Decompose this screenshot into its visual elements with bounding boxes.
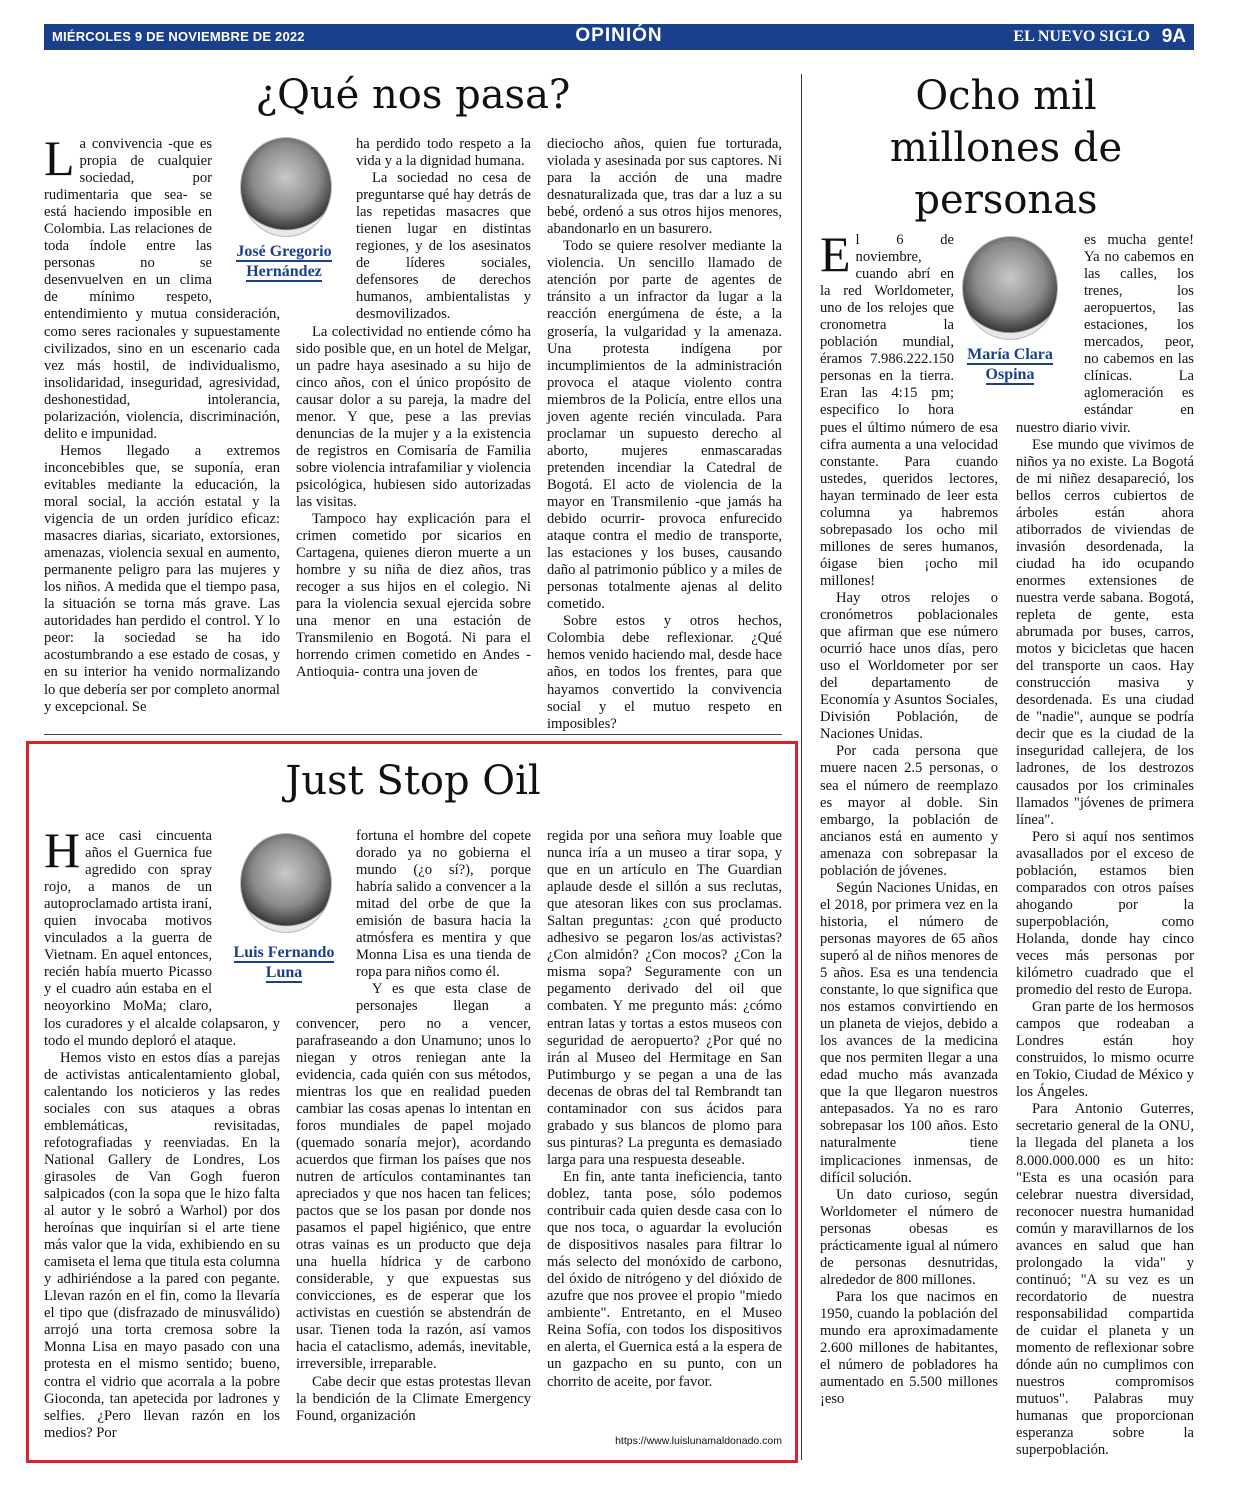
section-name: OPINIÓN: [575, 25, 663, 46]
article1-title: ¿Qué nos pasa?: [255, 72, 571, 118]
page-number: 9A: [1161, 26, 1186, 47]
issue-date: MIÉRCOLES 9 DE NOVIEMBRE DE 2022: [52, 29, 305, 44]
drop-cap: E: [820, 226, 851, 282]
article2-column-1: Hace casi cincuenta años el Guernica fue agredido con spray rojo, a manos de un autoproclamado artista iraní, quien invocaba motivos vinculados a la guerra de Vietnam. En aquel entonces, recién había muerto Picasso y el cuadro aún estaba en el neoyorkino MoMa; claro, los curadores y el alcalde colapsaron, y todo el mundo deploró el ataque. Hemos visto en estos días a parejas de activistas anticalentamiento global, calentando los noticieros y las redes sociales con sus ataques a obras emblemáticas, revisitadas, refotografiadas y reenviadas. En la National Gallery de Londres, Los girasoles de Van Gogh fueron salpicados (con la sopa que le hizo falta al autor y le sobró a Warhol) por dos heroínas que inquirían si el arte tiene más valor que la vida, exhibiendo en su camiseta el lema que titula esta columna y adhiriéndose a la pared con pegante. Llevan razón en el fin, como la llevaría el tipo que (disfrazado de minusválido) arrojó una torta cremosa sobre la Monna Lisa en mayo pasado con una protesta en el mismo sentido; bueno, contra el vidrio que acorrala a la pobre Gioconda, tan apetecida por ladrones y selfies. ¿Pero llevan razón en los medios? Por: [44, 822, 280, 1441]
article1-column-3: dieciocho años, quien fue torturada, violada y asesinada por sus captores. Ni para la acción de una madre desnaturalizada que, tras dar a luz a su bebé, ordenó a sus otros hijos menores, abandonarlo en un basurero. Todo se quiere resolver mediante la violencia. Un sencillo llamado de atención por parte de agentes de tránsito a un infractor da lugar a la reacción energúmena de éste, a la grosería, la vulgaridad y la amenaza. Una protesta indígena por incumplimientos de la administración provoca el ataque violento contra miembros de la Policía, entre ellos una joven agente recién vinculada. Para proclamar un supuesto derecho al aborto, mujeres enmascaradas pretenden incendiar la Catedral de Bogotá. El acto de violencia de la mayor en Transmilenio -que jamás ha debido ocurrir- provoca enfurecido ataque contra el medio de transporte, las estaciones y los buses, causando daño al patrimonio público y a miles de personas totalmente ajenas al delito cometido. Sobre estos y otros hechos, Colombia debe reflexionar. ¿Qué hemos venido haciendo mal, desde hace años, en todos los frentes, para que hayamos convertido la convivencia social y el mutuo respeto en imposibles?: [547, 136, 782, 732]
article3-author: María Clara Ospina: [967, 346, 1053, 383]
drop-cap: L: [44, 130, 75, 186]
article2-column-2: fortuna el hombre del copete dorado ya no gobierna el mundo (¿o sí?), porque habría salido a convencer a la mitad del orbe de que la emisión de basura hacia la atmósfera es mentira y que Monna Lisa es una tienda de ropa para niños como él. Y es que esta clase de personajes llegan a convencer, pero no a vencer, parafraseando a don Unamuno; unos lo niegan y otros reniegan ante la evidencia, cada quién con sus métodos, mientras los que en realidad pueden cambiar las cosas apenas lo intentan en foros mundiales de papel mojado (quemado sonaría mejor), acordando acuerdos que firman los países que nos nutren de artículos contaminantes tan apreciados y que nos hacen tan felices; pactos que se los pasan por donde nos pasamos el papel higiénico, que entre otras vainas es un producto que deja una huella hídrica y de carbono considerable, y que expuestas sus convicciones, es de esperar que los activistas en cuestión se abstendrán de usar. Tienen toda la razón, así vamos hacia el cataclismo, además, inevitable, irreversible, irreparable. Cabe decir que estas protestas llevan la bendición de la Climate Emergency Found, organización: [296, 828, 531, 1424]
article-divider: [44, 734, 782, 735]
article3-column-1: El 6 de noviembre, cuando abrí en la red Worldometer, uno de los relojes que cronometra la población mundial, éramos 7.986.222.150 personas en la tierra. Eran las 4:15 pm; especifico lo hora pues el último número de esa cifra aumenta a una velocidad constante. Para cuando ustedes, queridos lectores, hayan terminado de leer esta columna ya habremos sobrepasado los ocho mil millones de seres humanos, óigase bien ¡ocho mil millones! Hay otros relojes o cronómetros poblacionales que afirman que ese número ocurrió hace unos días, pero uso el Worldometer por ser del departamento de Economía y Asuntos Sociales, División Población, de Naciones Unidas. Por cada persona que muere nacen 2.5 personas, o sea el número de reemplazo es mayor al doble. Sin embargo, la población de ancianos está en aumento y amenaza con sobrepasar la población de jóvenes. Según Naciones Unidas, en el 2018, por primera vez en la historia, el número de personas mayores de 65 años superó al de niños menores de 5 años. Esa es una tendencia constante, lo que significa que nos estamos convirtiendo en un planeta de viejos, debido a los avances de la medicina que nos permiten llegar a una edad mucho más avanzada que la que llegaron nuestros antepasados. Ya no es raro sobrepasar los 100 años. Esto naturalmente tiene implicaciones inmensas, de difícil solución. Un dato curioso, según Worldometer el número de personas obesas es prácticamente igual al número de personas desnutridas, alrededor de 800 millones. Para los que nacimos en 1950, cuando la población del mundo era aproximadamente 2.600 millones de habitantes, el número de pobladores ha aumentado en 5.500 millones ¡eso: [820, 226, 998, 1408]
author-website[interactable]: https://www.luislunamaldonado.com: [615, 1435, 782, 1447]
article1-column-2: ha perdido todo respeto a la vida y a la dignidad humana. La sociedad no cesa de preguntarse qué hay detrás de las repetidas masacres que tienen lugar en distintas regiones, y de los asesinatos de líderes sociales, defensores de derechos humanos, ambientalistas y desmovilizados. La colectividad no entiende cómo ha sido posible que, en un hotel de Melgar, un padre haya asesinado a su hijo de cinco años, con el único propósito de causar dolor a su pareja, la madre del menor. Y que, pese a las previas denuncias de la mujer y a la existencia de registros en Comisaría de Familia sobre violencia intrafamiliar y violencia psicológica, hubiesen sido autorizadas las visitas. Tampoco hay explicación para el crimen cometido por sicarios en Cartagena, quienes dieron muerte a un hombre y su niña de diez años, tras recoger a sus hijos en el colegio. Ni para la violencia sexual ejercida sobre una menor en una estación de Transmilenio en Bogotá. Ni para el horrendo crimen cometido en Andes -Antioquia- contra una joven de: [296, 136, 531, 681]
article1-author: José Gregorio Hernández: [236, 243, 332, 280]
article1-column-1: La convivencia -que es propia de cualquier sociedad, por rudimentaria que sea- se está haciendo imposible en Colombia. Las relaciones de toda índole entre las personas no se desenvuelven en un clima de mínimo respeto, entendimiento y mutua consideración, como seres racionales y supuestamente civilizados, sino en un escenario cada vez más hostil, de individualismo, insolidaridad, inseguridad, agresividad, deshonestidad, intolerancia, polarización, violencia, discriminación, delito e impunidad. Hemos llegado a extremos inconcebibles que, se suponía, eran evitables mediante la educación, la moral social, la acción estatal y la vigencia de un orden jurídico eficaz: masacres diarias, sicariato, extorsiones, amenazas, violencia sexual en aumento, permanente peligro para las mujeres y los niños. A medida que el tiempo pasa, la situación se torna más grave. Las autoridades han perdido el control. Y lo peor: la sociedad se ha ido acostumbrando a ese estado de cosas, y en su interior ha venido normalizando lo que debería ser por completo anormal y excepcional. Se: [44, 130, 280, 715]
article3-column-2: es mucha gente! Ya no cabemos en las calles, los trenes, los aeropuertos, las estaciones, los mercados, peor, no cabemos en las clínicas. La aglomeración es estándar en nuestro diario vivir. Ese mundo que vivimos de niños ya no existe. La Bogotá de mi niñez desapareció, los bellos cerros cubiertos de árboles están ahora atiborrados de viviendas de invasión desordenada, la ciudad ha ido ocupando enormes extensiones de nuestra verde sabana. Bogotá, repleta de gente, esta abrumada por buses, carros, motos y bicicletas que hacen del transporte un caos. Hay construcción masiva y desordenada. Es una ciudad de "nadie", aunque se podría decir que es la ciudad de la inseguridad callejera, de los ladrones, de los destrozos causados por los criminales llamados "jóvenes de primera línea". Pero si aquí nos sentimos avasallados por el exceso de población, estamos bien comparados con otros países ahogando por la superpoblación, como Holanda, donde hay cinco veces más personas por kilómetro cuadrado que el promedio del resto de Europa. Gran parte de los hermosos campos que rodeaban a Londres están hoy construidos, lo mismo ocurre en Tokio, Ciudad de México y los Ángeles. Para Antonio Guterres, secretario general de la ONU, la llegada del planeta a los 8.000.000.000 es un hito: "Esta es una ocasión para celebrar nuestra diversidad, reconocer nuestra humanidad común y maravillarnos de los avances en salud que han prolongado la vida" y continuó; "A su vez es un recordatorio de nuestra responsabilidad compartida de cuidar el planeta y un momento de reflexionar sobre dónde aún no cumplimos con nuestros compromisos mutuos". Palabras muy humanas que proporcionan esperanza sobre la superpoblación.: [1016, 232, 1194, 1459]
article2-column-3: regida por una señora muy loable que nunca iría a un museo a tirar sopa, y que en un artículo en The Guardian aplaude desde el sillón a sus reclutas, que atesoran likes con sus proclamas. Saltan preguntas: ¿con qué producto adhesivo se pegaron los/as activistas? ¿Con almidón? ¿Con mocos? ¿Con la misma sopa? Seguramente con un pegamento derivado del oil que combaten. Y me pregunto más: ¿cómo entran latas y tortas a estos museos con seguridad de aeropuerto? ¿Por qué no irán al Museo del Hermitage en San Putimburgo y se pegan a una de las decenas de obras del tal Rembrandt tan contaminador con sus ácidos para grabado y sus blancos de plomo para sus pinturas? La pregunta es demasiado larga para una respuesta deseable. En fin, ante tanta ineficiencia, tanto doblez, tanta pose, sólo podemos contribuir cada quien desde casa con lo que nos toca, o aguardar la evolución de dispositivos nasales para filtrar lo más selecto del monóxido de carbono, del óxido de nitrógeno y del dióxido de azufre que nos provee el propio "miedo ambiente". Entretanto, en el Museo Reina Sofía, con todos los dispositivos en alerta, el Guernica está a la espera de un gazpacho en su punto, con un chorrito de aceite, por favor.: [547, 828, 782, 1390]
drop-cap: H: [44, 822, 81, 878]
article2-author: Luis Fernando Luna: [233, 944, 335, 981]
column-divider: [801, 74, 802, 1460]
article3-title: Ocho mil millones de personas: [889, 73, 1123, 223]
newspaper-name: EL NUEVO SIGLO: [1013, 28, 1150, 45]
article2-title: Just Stop Oil: [285, 758, 541, 804]
header-bar: [44, 24, 1194, 50]
